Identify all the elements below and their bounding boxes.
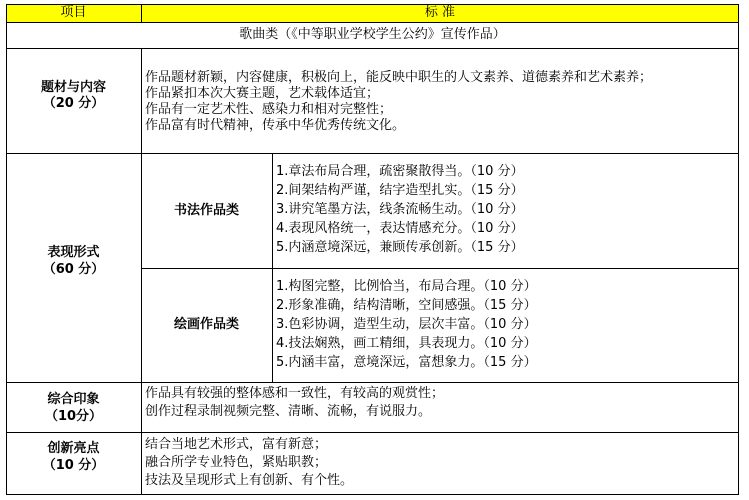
theme-line-3: 作品有一定艺术性、感染力和相对完整性； — [145, 102, 393, 117]
form-title: 表现形式 — [47, 245, 100, 260]
header-project: 项目 — [60, 5, 87, 20]
form-score: （60 分） — [42, 262, 105, 277]
header-standard: 标 准 — [424, 5, 456, 20]
painting-item-3: 3.色彩协调，造型生动，层次丰富。（10 分） — [276, 317, 537, 332]
impression-title: 综合印象 — [47, 392, 100, 407]
innovation-score: （10 分） — [42, 458, 105, 473]
theme-line-4: 作品富有时代精神，传承中华优秀传统文化。 — [145, 118, 406, 133]
innovation-line-1: 结合当地艺术形式，富有新意； — [145, 437, 328, 452]
impression-line-2: 创作过程录制视频完整、清晰、流畅，有说服力。 — [145, 404, 432, 419]
hline-form-bottom — [6, 382, 739, 383]
painting-item-4: 4.技法娴熟，画工精细，具表现力。（10 分） — [276, 336, 537, 351]
painting-label: 绘画作品类 — [173, 317, 239, 332]
hline-impression-bottom — [6, 432, 739, 433]
theme-title: 题材与内容 — [40, 80, 106, 95]
calligraphy-item-4: 4.表现风格统一，表达情感充分。（10 分） — [276, 221, 524, 236]
subtitle: 歌曲类（《中等职业学校学生公约》宣传作品） — [239, 27, 506, 42]
impression-line-1: 作品具有较强的整体感和一致性，有较高的观赏性； — [145, 386, 445, 401]
innovation-line-2: 融合所学专业特色，紧贴职教； — [145, 455, 328, 470]
vline-subcol — [272, 153, 273, 383]
vline-col-body — [141, 48, 142, 495]
painting-item-2: 2.形象准确，结构清晰，空间感强。（15 分） — [276, 298, 537, 313]
painting-item-1: 1.构图完整，比例恰当，布局合理。（10 分） — [276, 279, 537, 294]
innovation-title: 创新亮点 — [47, 441, 100, 456]
calligraphy-item-2: 2.间架结构严谨，结字造型扎实。（15 分） — [276, 183, 524, 198]
innovation-line-3: 技法及呈现形式上有创新、有个性。 — [145, 473, 354, 488]
hline-subtitle-bottom — [6, 48, 739, 49]
hline-theme-bottom — [6, 153, 739, 154]
theme-line-1: 作品题材新颖，内容健康，积极向上，能反映中职生的人文素养、道德素养和艺术素养； — [145, 70, 653, 85]
hline-header-bottom — [6, 22, 739, 23]
impression-score: （10分） — [44, 409, 103, 424]
painting-item-5: 5.内涵丰富，意境深远，富想象力。（15 分） — [276, 355, 537, 370]
calligraphy-label: 书法作品类 — [173, 203, 239, 218]
hline-calligraphy-bottom — [141, 268, 739, 269]
vline-right — [738, 4, 739, 495]
calligraphy-item-3: 3.讲究笔墨方法，线条流畅生动。（10 分） — [276, 202, 524, 217]
theme-line-2: 作品紧扣本次大赛主题，艺术载体适宜； — [145, 86, 380, 101]
hline-bottom — [6, 494, 739, 495]
calligraphy-item-5: 5.内涵意境深远，兼顾传承创新。（15 分） — [276, 240, 524, 255]
calligraphy-item-1: 1.章法布局合理，疏密聚散得当。（10 分） — [276, 164, 524, 179]
theme-score: （20 分） — [42, 96, 105, 111]
